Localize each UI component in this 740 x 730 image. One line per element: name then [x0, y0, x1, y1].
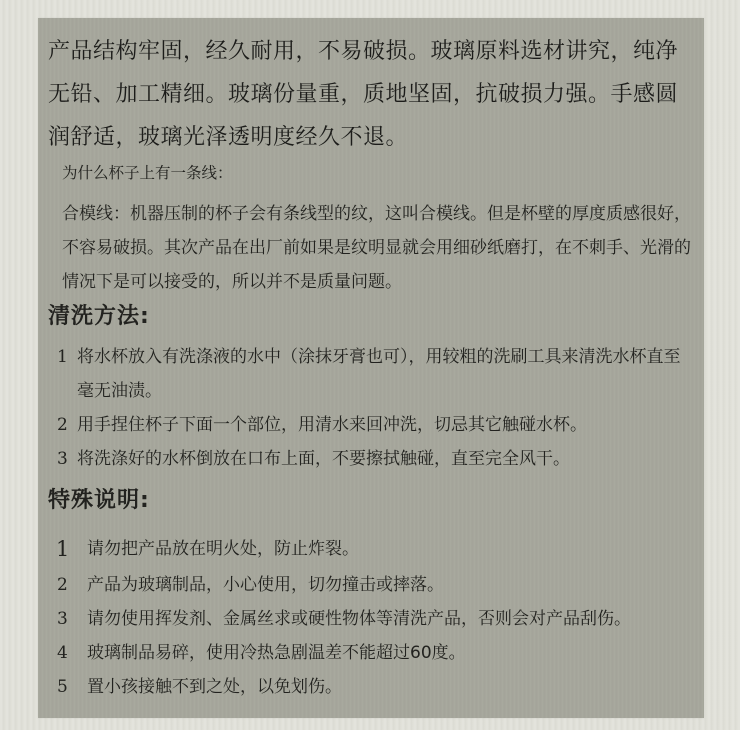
note-number: 1 — [56, 537, 70, 561]
note-number: 3 — [57, 609, 68, 629]
note-text: 玻璃制品易碎，使用冷热急剧温差不能超过60度。 — [87, 643, 466, 663]
cleaning-step-number: 2 — [57, 415, 68, 435]
mold-line-answer: 合模线：机器压制的杯子会有条线型的纹，这叫合模线。但是杯壁的厚度质感很好，不容易破损。其次产品在出厂前如果是纹明显就会用细砂纸磨打，在不刺手、光滑的情况下是可以接受的，所以并不是质量问题。 — [62, 204, 691, 292]
note-text: 置小孩接触不到之处，以免划伤。 — [87, 677, 342, 697]
notes-section-title: 特殊说明: — [48, 488, 150, 513]
note-number: 4 — [57, 643, 68, 663]
note-text: 请勿把产品放在明火处，防止炸裂。 — [87, 539, 359, 559]
cleaning-step-text: 将洗涤好的水杯倒放在口布上面，不要擦拭触碰，直至完全风干。 — [77, 449, 570, 469]
cleaning-step-number: 1 — [57, 347, 68, 367]
cleaning-step-text: 将水杯放入有洗涤液的水中（涂抹牙膏也可），用较粗的洗刷工具来清洗水杯直至毫无油渍。 — [77, 347, 681, 401]
intro-paragraph: 产品结构牢固，经久耐用，不易破损。玻璃原料选材讲究，纯净无铅、加工精细。玻璃份量重，质地坚固，抗破损力强。手感圆润舒适，玻璃光泽透明度经久不退。 — [48, 39, 679, 150]
note-number: 5 — [57, 677, 68, 697]
cleaning-step-number: 3 — [57, 449, 68, 469]
cleaning-step-1 — [0, 340, 740, 408]
note-number: 2 — [57, 575, 68, 595]
note-text: 产品为玻璃制品，小心使用，切勿撞击或摔落。 — [87, 575, 444, 595]
note-text: 请勿使用挥发剂、金属丝求或硬性物体等清洗产品，否则会对产品刮伤。 — [87, 609, 631, 629]
mold-line-question: 为什么杯子上有一条线： — [62, 164, 233, 182]
cleaning-step-text: 用手捏住杯子下面一个部位，用清水来回冲洗，切忌其它触碰水杯。 — [77, 415, 587, 435]
cleaning-section-title: 清洗方法: — [48, 304, 150, 329]
